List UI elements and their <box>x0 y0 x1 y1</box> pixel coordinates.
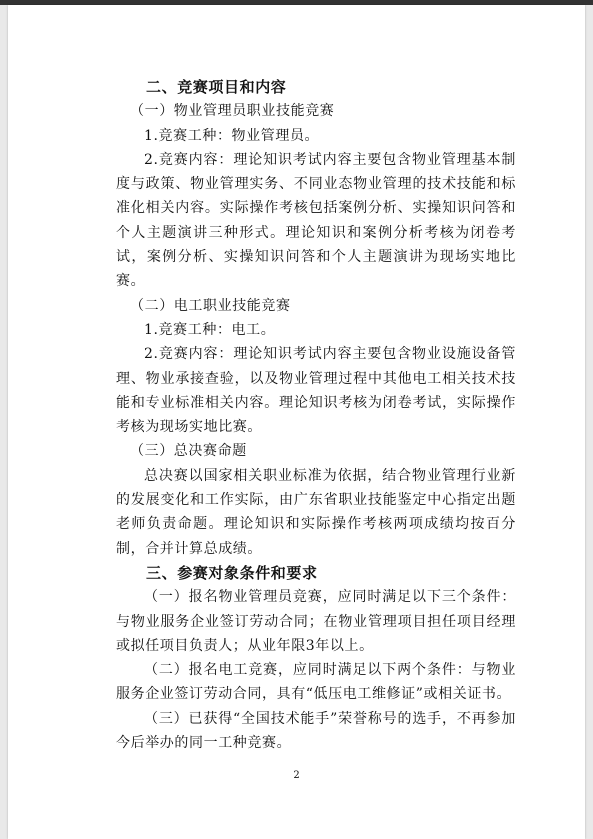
paragraph: 总决赛以国家相关职业标准为依据，结合物业管理行业新的发展变化和工作实际，由广东省职业技能鉴定中心指定出题老师负责命题。理论知识和实际操作考核两项成绩均按百分制，合并计算总成绩。 <box>116 467 516 557</box>
paragraph: 2.竞赛内容：理论知识考试内容主要包含物业管理基本制度与政策、物业管理实务、不同业态物业管理的技术技能和标准化相关内容。实际操作考核包括案例分析、实操知识问答和个人主题演讲三种形式。理论知识和案例分析考核为闭卷考试，案例分析、实操知识问答和个人主题演讲为现场实地比赛。 <box>116 151 516 290</box>
paragraph: （一）报名物业管理员竞赛，应同时满足以下三个条件：与物业服务企业签订劳动合同；在物业管理项目担任项目经理或拟任项目负责人；从业年限3年以上。 <box>116 589 516 654</box>
paragraph: （三）已获得“全国技术能手”荣誉称号的选手，不再参加今后举办的同一工种竞赛。 <box>116 710 516 752</box>
subsection-heading-1: （一）物业管理员职业技能竞赛 <box>130 103 335 120</box>
paragraph: 1.竞赛工种：物业管理员。 <box>144 127 320 144</box>
section-heading-2: 二、竞赛项目和内容 <box>146 78 287 96</box>
paragraph: 1.竞赛工种：电工。 <box>144 321 276 338</box>
document-page <box>8 5 585 839</box>
paragraph: （二）报名电工竞赛，应同时满足以下两个条件：与物业服务企业签订劳动合同，具有“低压电工维修证”或相关证书。 <box>116 662 516 703</box>
section-heading-3: 三、参赛对象条件和要求 <box>146 563 318 582</box>
page-number: 2 <box>293 770 300 781</box>
subsection-heading-2: （二）电工职业技能竞赛 <box>130 297 291 314</box>
subsection-heading-3: （三）总决赛命题 <box>130 443 247 460</box>
paragraph: 2.竞赛内容：理论知识考试内容主要包含物业设施设备管理、物业承接查验，以及物业管理过程中其他电工相关技术技能和专业标准相关内容。理论知识考核为闭卷考试，实际操作考核为现场实地比赛。 <box>116 346 516 436</box>
page-content <box>116 75 516 755</box>
